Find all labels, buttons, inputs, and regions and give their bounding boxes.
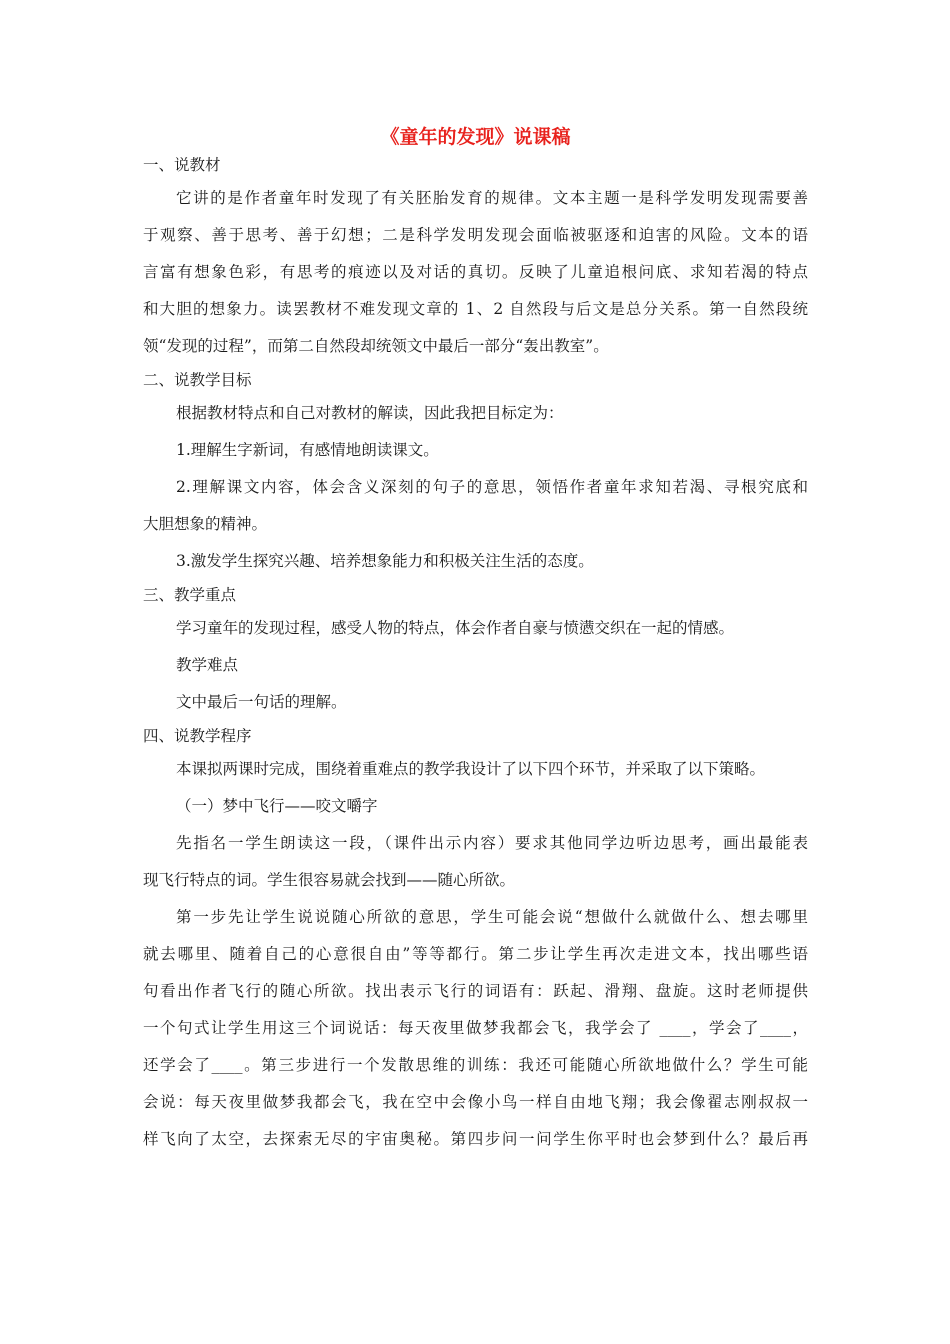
subheading: 教学难点: [176, 656, 239, 674]
section-heading-3: 三、教学重点: [143, 586, 237, 604]
paragraph-line: 句看出作者飞行的随心所欲。找出表示飞行的词语有：跃起、滑翔、盘旋。这时老师提供: [143, 982, 808, 1000]
list-item: 3.激发学生探究兴趣、培养想象能力和积极关注生活的态度。: [176, 552, 594, 570]
paragraph-line: 学习童年的发现过程，感受人物的特点，体会作者自豪与愤懑交织在一起的情感。: [176, 619, 735, 637]
document-body: [143, 150, 808, 1158]
subheading: （一）梦中飞行——咬文嚼字: [176, 797, 378, 815]
paragraph-line: 现飞行特点的词。学生很容易就会找到——随心所欲。: [143, 871, 516, 889]
paragraph-line: 还学会了____。第三步进行一个发散思维的训练：我还可能随心所欲地做什么？学生可能: [143, 1056, 808, 1074]
paragraph-line: 它讲的是作者童年时发现了有关胚胎发育的规律。文本主题一是科学发明发现需要善: [176, 189, 808, 207]
paragraph-line: 领“发现的过程”，而第二自然段却统领文中最后一部分“轰出教室”。: [143, 337, 609, 355]
paragraph-line: 根据教材特点和自己对教材的解读，因此我把目标定为：: [176, 404, 564, 422]
list-item: 2.理解课文内容，体会含义深刻的句子的意思，领悟作者童年求知若渴、寻根究底和: [176, 478, 808, 496]
document-title: 《童年的发现》说课稿: [380, 126, 571, 148]
paragraph-line: 本课拟两课时完成，围绕着重难点的教学我设计了以下四个环节，并采取了以下策略。: [176, 760, 766, 778]
section-heading-4: 四、说教学程序: [143, 727, 252, 745]
paragraph-line: 样飞向了太空，去探索无尽的宇宙奥秘。第四步问一问学生你平时也会梦到什么？最后再: [143, 1130, 808, 1148]
paragraph-line: 先指名一学生朗读这一段，（课件出示内容）要求其他同学边听边思考，画出最能表: [176, 834, 808, 852]
paragraph-line: 一个句式让学生用这三个词说话：每天夜里做梦我都会飞，我学会了 ____，学会了____，: [143, 1019, 808, 1037]
paragraph-line: 和大胆的想象力。读罢教材不难发现文章的 1、2 自然段与后文是总分关系。第一自然段统: [143, 300, 808, 318]
paragraph-line: 第一步先让学生说说随心所欲的意思，学生可能会说“想做什么就做什么、想去哪里: [176, 908, 808, 926]
paragraph-line: 就去哪里、随着自己的心意很自由”等等都行。第二步让学生再次走进文本，找出哪些语: [143, 945, 808, 963]
paragraph-line: 大胆想象的精神。: [143, 515, 268, 533]
paragraph-line: 文中最后一句话的理解。: [176, 693, 347, 711]
list-item: 1.理解生字新词，有感情地朗读课文。: [176, 441, 439, 459]
section-heading-1: 一、说教材: [143, 156, 221, 174]
paragraph-line: 言富有想象色彩，有思考的痕迹以及对话的真切。反映了儿童追根问底、求知若渴的特点: [143, 263, 808, 281]
paragraph-line: 会说：每天夜里做梦我都会飞，我在空中会像小鸟一样自由地飞翔；我会像翟志刚叔叔一: [143, 1093, 808, 1111]
paragraph-line: 于观察、善于思考、善于幻想；二是科学发明发现会面临被驱逐和迫害的风险。文本的语: [143, 226, 808, 244]
section-heading-2: 二、说教学目标: [143, 371, 252, 389]
